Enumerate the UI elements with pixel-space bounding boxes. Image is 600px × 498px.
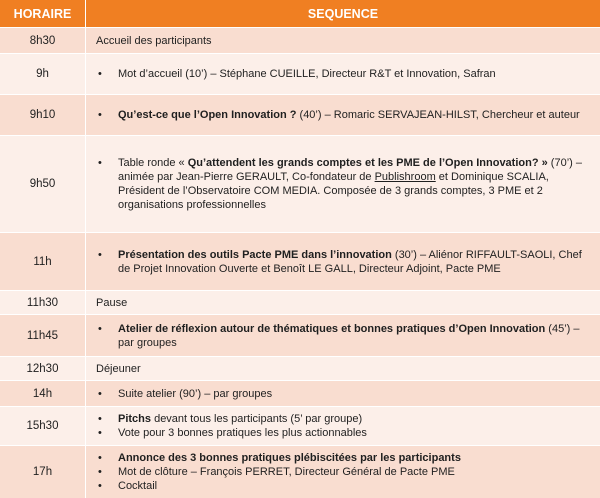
sequence-text: Accueil des participants (96, 34, 212, 47)
list-item (96, 156, 592, 212)
time-cell: 9h50 (0, 136, 86, 232)
sequence-cell (86, 95, 600, 135)
list-item (96, 465, 592, 479)
item-text: (30’) – Aliénor RIFFAULT-SAOLI, Chef de Projet Innovation Ouverte et Benoît LE GALL, Directeur Adjoint, Pacte PME (118, 248, 582, 275)
list-item (96, 322, 592, 350)
list-item (96, 479, 592, 493)
time-cell: 14h (0, 381, 86, 406)
table-row (0, 406, 600, 445)
item-bold: Pitchs (118, 413, 152, 425)
item-text: (40’) – Romaric SERVAJEAN-HILST, Chercheur et auteur (296, 109, 580, 121)
item-post: et Dominique SCALIA, Président de l’Observatoire COM MEDIA. Composée de 3 grands comptes, 3 PME et 2 organisations professionnelles (118, 171, 549, 211)
sequence-cell (86, 446, 600, 498)
item-text: Cocktail (118, 480, 158, 492)
bullet: • (98, 68, 102, 80)
item-text: Vote pour 3 bonnes pratiques les plus actionnables (118, 427, 367, 439)
time-cell: 11h45 (0, 315, 86, 356)
item-text: (45’) – par groupes (118, 322, 580, 349)
sequence-cell (86, 407, 600, 445)
sequence-text: Déjeuner (96, 362, 141, 375)
sequence-cell (86, 357, 600, 380)
sequence-cell (86, 136, 600, 232)
header-horaire: HORAIRE (0, 0, 86, 27)
bullet: • (98, 413, 102, 425)
item-bold: Qu’est-ce que l’Open Innovation ? (118, 109, 297, 121)
time-cell: 15h30 (0, 407, 86, 445)
item-text: Suite atelier (90’) – par groupes (118, 387, 273, 400)
item-text: Mot de clôture – François PERRET, Directeur Général de Pacte PME (118, 466, 455, 478)
list-item (96, 426, 592, 440)
item-text: (70’) – animée par Jean-Pierre GERAULT, Co-fondateur de (118, 157, 582, 183)
sequence-cell (86, 315, 600, 356)
bullet: • (98, 427, 102, 439)
sequence-cell (86, 54, 600, 94)
table-row (0, 356, 600, 380)
list-item (96, 387, 592, 401)
item-text: devant tous les participants (5’ par groupe) (151, 413, 363, 425)
time-cell: 17h (0, 446, 86, 498)
time-cell: 9h10 (0, 95, 86, 135)
time-cell: 11h30 (0, 291, 86, 314)
sequence-text: Pause (96, 296, 128, 309)
item-bold: Annonce des 3 bonnes pratiques plébiscitées par les participants (118, 452, 461, 464)
item-bold: Qu’attendent les grands comptes et les PME de l’Open Innovation? » (187, 157, 548, 169)
item-pre: Table ronde « (118, 157, 188, 169)
time-cell: 8h30 (0, 28, 86, 53)
header-sequence: SEQUENCE (307, 6, 379, 21)
table-row (0, 27, 600, 53)
table-header (0, 0, 600, 27)
list-item (96, 451, 592, 465)
publishroom-link[interactable]: Publishroom (374, 171, 436, 183)
sequence-cell (86, 28, 600, 53)
table-row (0, 314, 600, 356)
list-item (96, 248, 592, 276)
table-row (0, 94, 600, 135)
bullet: • (98, 466, 102, 478)
time-cell: 11h (0, 233, 86, 290)
table-row (0, 290, 600, 314)
bullet: • (98, 157, 102, 169)
list-item (96, 412, 592, 426)
sequence-cell (86, 291, 600, 314)
time-cell: 9h (0, 54, 86, 94)
item-text: Mot d’accueil (10’) – Stéphane CUEILLE, Directeur R&T et Innovation, Safran (118, 68, 496, 80)
sequence-cell (86, 381, 600, 406)
bullet: • (98, 248, 102, 261)
bullet: • (98, 452, 102, 464)
list-item (96, 108, 592, 122)
table-row (0, 445, 600, 498)
item-bold: Atelier de réflexion autour de thématiques et bonnes pratiques d’Open Innovation (118, 322, 546, 335)
item-bold: Présentation des outils Pacte PME dans l’innovation (118, 248, 392, 261)
table-row (0, 53, 600, 94)
bullet: • (98, 387, 102, 400)
list-item (96, 67, 592, 81)
sequence-cell (86, 233, 600, 290)
bullet: • (98, 480, 102, 492)
time-cell: 12h30 (0, 357, 86, 380)
table-row (0, 135, 600, 232)
table-row (0, 232, 600, 290)
table-row (0, 380, 600, 406)
bullet: • (98, 322, 102, 335)
bullet: • (98, 109, 102, 121)
